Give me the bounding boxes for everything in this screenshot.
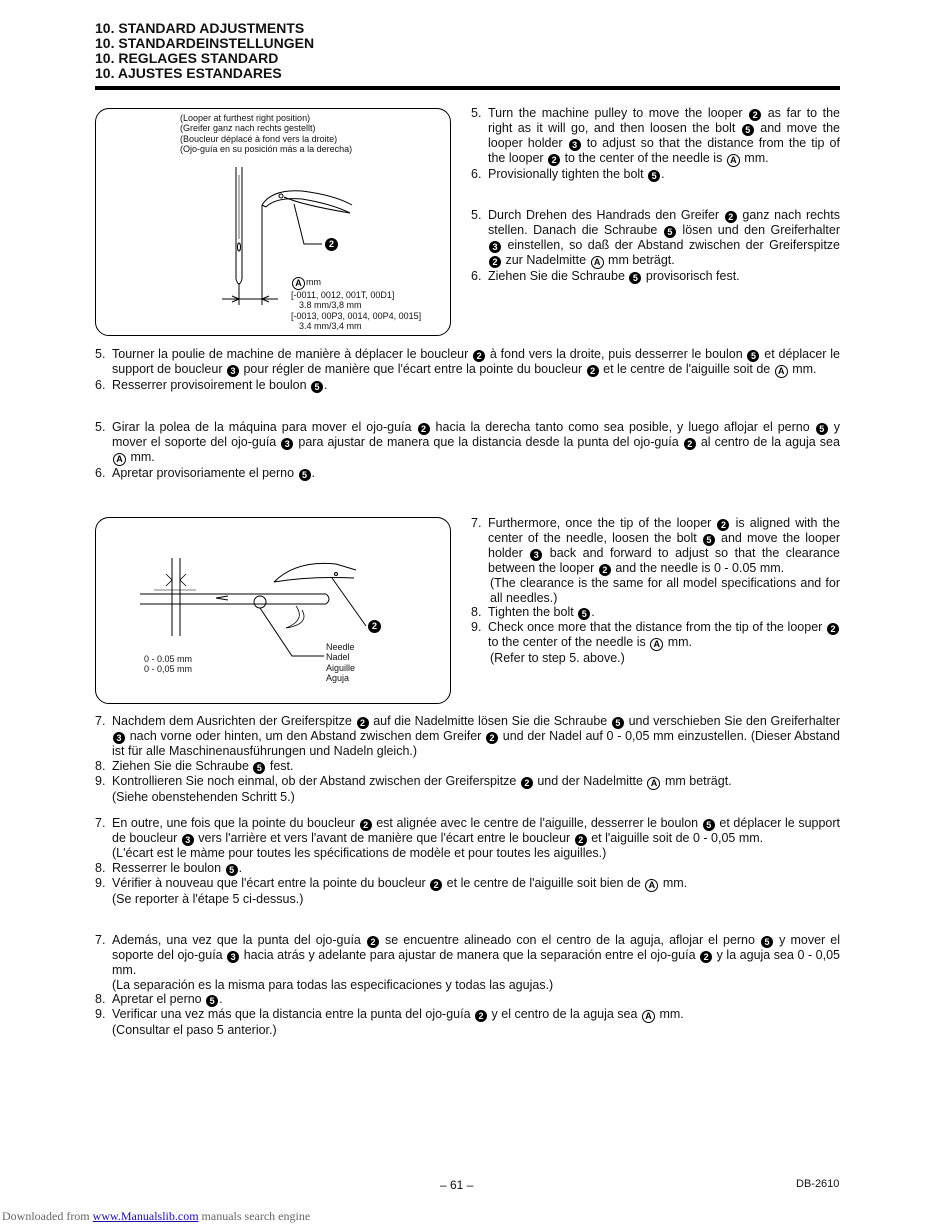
step-9-note: (Siehe obenstehenden Schritt 5.) xyxy=(112,789,295,804)
french-steps-7-9 xyxy=(95,816,840,906)
step-6: 6. Ziehen Sie die Schraube 5 provisorisch fest. xyxy=(471,269,740,283)
needle-label-line: Aguja xyxy=(326,673,350,684)
section-headings xyxy=(95,21,840,81)
caption-line: (Boucleur déplacé à fond vers la droite) xyxy=(180,133,338,144)
needle-label-line: Aiguille xyxy=(326,662,356,673)
english-steps-7-9 xyxy=(471,516,840,666)
callout-looper: 2 xyxy=(325,238,338,251)
clearance-line: 0 - 0.05 mm xyxy=(144,654,193,664)
needle-label-line: Nadel xyxy=(326,652,350,663)
german-steps-7-9 xyxy=(95,714,840,804)
step-5: 5. Girar la polea de la máquina para mover el ojo-guía 2 hacia la derecha tanto como sea posible, y luego aflojar el perno 5 y mover el soporte del ojo-guía 3 para ajustar de manera que la distancia desde la punta del ojo-guía 2 al centro de la aguja sea A mm. xyxy=(95,420,841,464)
caption-line: (Ojo-guía en su posición más a la derecha) xyxy=(180,144,353,155)
spanish-steps-5-6 xyxy=(95,420,840,481)
clearance-label xyxy=(144,654,192,675)
step-7-note: (The clearance is the same for all model specifications and for all needles.) xyxy=(490,576,840,605)
step-9-note: (Consultar el paso 5 anterior.) xyxy=(112,1023,277,1038)
needle-label xyxy=(326,642,355,684)
needle-label-line: Needle xyxy=(326,642,355,652)
step-8: 8. Ziehen Sie die Schraube 5 fest. xyxy=(95,758,294,773)
step-9: 9. Verificar una vez más que la distancia entre la punta del ojo-guía 2 y el centro de la aguja sea A mm. xyxy=(95,1007,684,1022)
spec-line: [-0013, 00P3, 0014, 00P4, 0015] xyxy=(291,310,422,321)
figure1-caption xyxy=(180,113,352,155)
page-number: – 61 – xyxy=(440,1178,474,1192)
step-7-note: (L'écart est le màme pour toutes les spécifications de modèle et pour toutes les aiguilles.) xyxy=(112,846,607,860)
step-7: 7. Nachdem dem Ausrichten der Greiferspitze 2 auf die Nadelmitte lösen Sie die Schraube 5 und verschieben Sie den Greiferhalter 3 nach vorne oder hinten, um den Abstand zwischen dem Greifer 2 und der Nadel auf 0 - 0,05 mm einzustellen. (Dieser Abstand ist für alle Maschinenausführungen und Nadeln gleich.) xyxy=(95,714,841,758)
heading-rule xyxy=(95,86,840,90)
step-9-note: (Refer to step 5. above.) xyxy=(490,651,625,666)
step-7: 7. Además, una vez que la punta del ojo-guía 2 se encuentre alineado con el centro de la aguja, aflojar el perno 5 y mover el soporte del ojo-guía 3 hacia atrás y adelante para ajustar de manera que la separación entre el ojo-guía 2 y la aguja sea 0 - 0,05 mm. xyxy=(95,933,841,977)
figure-looper-position xyxy=(95,108,451,336)
step-5: 5. Turn the machine pulley to move the looper 2 as far to the right as it will go, and then loosen the bolt 5 and move the looper holder 3 to adjust so that the distance from the tip of the looper 2 to the center of the needle is A mm. xyxy=(471,106,841,165)
step-6: 6. Provisionally tighten the bolt 5 . xyxy=(471,167,665,181)
footer-suffix: manuals search engine xyxy=(201,1209,311,1223)
step-9: 9. Kontrollieren Sie noch einmal, ob der Abstand zwischen der Greiferspitze 2 und der Nadelmitte A mm beträgt. xyxy=(95,773,732,788)
step-7: 7. En outre, une fois que la pointe du boucleur 2 est alignée avec le centre de l'aiguille, desserrer le boulon 5 et déplacer le support de boucleur 3 vers l'arrière et vers l'avant de manière que l'écart entre le boucleur 2 et l'aiguille soit de 0 - 0,05 mm. xyxy=(95,816,841,845)
footer-prefix: Downloaded from xyxy=(2,1209,90,1223)
manualslib-link[interactable]: www.Manualslib.com xyxy=(92,1209,199,1223)
step-7-note: (La separación es la misma para todas las especificaciones y todas las agujas.) xyxy=(112,977,554,992)
step-6: 6. Resserrer provisoirement le boulon 5 . xyxy=(95,378,328,392)
english-steps-5-6 xyxy=(471,106,840,182)
spec-line: 3.8 mm/3,8 mm xyxy=(299,300,362,311)
step-8: 8. Tighten the bolt 5 . xyxy=(471,605,595,620)
german-steps-5-6 xyxy=(471,208,840,284)
callout-looper: 2 xyxy=(368,620,381,633)
heading-fr: 10. REGLAGES STANDARD xyxy=(95,50,279,66)
figure1-specs xyxy=(291,277,421,332)
step-8: 8. Apretar el perno 5 . xyxy=(95,992,223,1007)
looper-clearance-illustration xyxy=(96,518,450,703)
dimension-unit: mm xyxy=(306,277,321,287)
heading-es: 10. AJUSTES ESTANDARES xyxy=(95,65,282,81)
heading-en: 10. STANDARD ADJUSTMENTS xyxy=(95,20,305,36)
step-7: 7. Furthermore, once the tip of the looper 2 is aligned with the center of the needle, loosen the bolt 5 and move the looper holder 3 back and forward to adjust so that the clearance between the looper 2 and the needle is 0 - 0.05 mm. xyxy=(471,516,840,575)
step-8: 8. Resserrer le boulon 5 . xyxy=(95,860,243,875)
spanish-steps-7-9 xyxy=(95,933,840,1038)
step-9: 9. Vérifier à nouveau que l'écart entre la pointe du boucleur 2 et le centre de l'aiguille soit bien de A mm. xyxy=(95,875,688,890)
step-6: 6. Apretar provisoriamente el perno 5 . xyxy=(95,466,316,480)
caption-line: (Greifer ganz nach rechts gestellt) xyxy=(180,123,316,134)
figure-looper-clearance xyxy=(95,517,451,704)
dimension-a-mark: A xyxy=(292,277,305,290)
step-9: 9. Check once more that the distance from the tip of the looper 2 to the center of the needle is A mm. xyxy=(471,620,840,651)
spec-line: [-0011, 0012, 001T, 00D1] xyxy=(291,290,395,300)
step-9-note: (Se reporter à l'étape 5 ci-dessus.) xyxy=(112,891,304,906)
spec-line: 3.4 mm/3,4 mm xyxy=(299,321,362,332)
step-5: 5. Tourner la poulie de machine de manière à déplacer le boucleur 2 à fond vers la droite, puis desserrer le boulon 5 et déplacer le support de boucleur 3 pour régler de manière que l'écart entre la pointe du boucleur 2 et le centre de l'aiguille soit de A mm. xyxy=(95,347,841,376)
step-5: 5. Durch Drehen des Handrads den Greifer 2 ganz nach rechts stellen. Danach die Schraube 5 lösen und den Greiferhalter 3 einstellen, so daß der Abstand zwischen der Greiferspitze 2 zur Nadelmitte A mm beträgt. xyxy=(471,208,840,267)
download-footer xyxy=(2,1209,310,1224)
heading-de: 10. STANDARDEINSTELLUNGEN xyxy=(95,35,315,51)
clearance-line: 0 - 0,05 mm xyxy=(144,664,193,675)
caption-line: (Looper at furthest right position) xyxy=(180,113,311,123)
french-steps-5-6 xyxy=(95,347,840,393)
document-id: DB-2610 xyxy=(796,1178,840,1190)
